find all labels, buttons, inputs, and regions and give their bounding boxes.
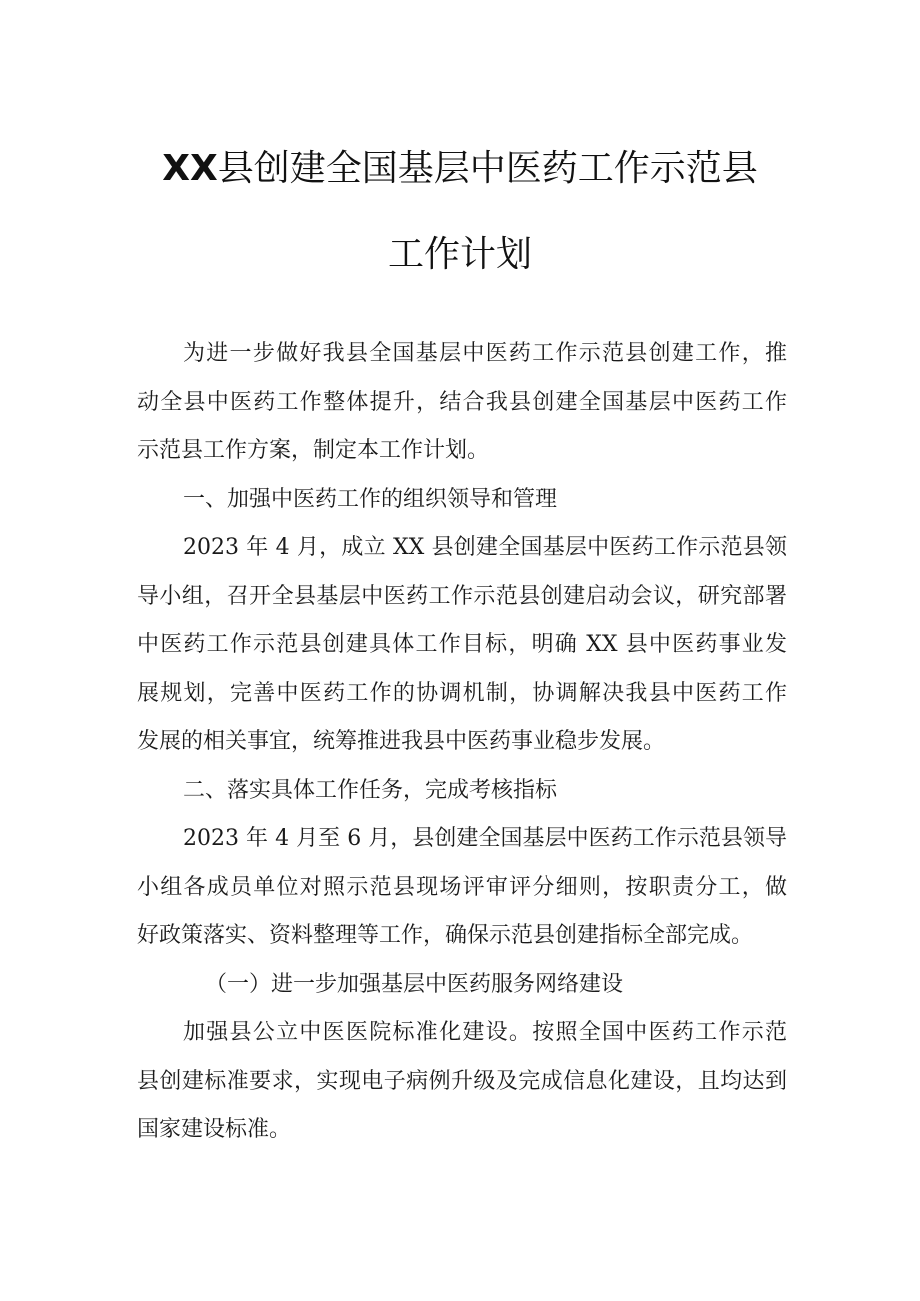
subsection1-line: 加强县公立中医医院标准化建设。按照全国中医药工作示范 (183, 1020, 787, 1045)
subsection1-heading: （一）进一步加强基层中医药服务网络建设 (205, 971, 624, 997)
intro-line: 示范县工作方案，制定本工作计划。 (137, 438, 490, 463)
subsection1-line: 国家建设标准。 (137, 1117, 292, 1142)
section1-line: 2023 年 4 月，成立 XX 县创建全国基层中医药工作示范县领 (183, 535, 787, 560)
document-title-line1 (0, 140, 920, 191)
intro-line: 为进一步做好我县全国基层中医药工作示范县创建工作，推 (183, 341, 787, 366)
section2-line: 小组各成员单位对照示范县现场评审评分细则，按职责分工，做 (137, 874, 787, 900)
section1-paragraph (137, 524, 787, 767)
subsection1-line: 县创建标准要求，实现电子病例升级及完成信息化建设，且均达到 (137, 1068, 787, 1094)
title-line1-rest: 县创建全国基层中医药工作示范县 (217, 148, 758, 189)
subsection1-paragraph (137, 1009, 787, 1155)
title-county-placeholder: XX (162, 148, 218, 189)
document-body (137, 330, 787, 1155)
document-title-line2: 工作计划 (387, 234, 532, 275)
section1-line: 展规划，完善中医药工作的协调机制，协调解决我县中医药工作 (137, 680, 787, 706)
section2-line: 2023 年 4 月至 6 月，县创建全国基层中医药工作示范县领导 (183, 826, 787, 851)
section2-paragraph (137, 815, 787, 961)
intro-paragraph (137, 330, 787, 476)
section1-line: 中医药工作示范县创建具体工作目标，明确 XX 县中医药事业发 (137, 632, 787, 657)
intro-line: 动全县中医药工作整体提升，结合我县创建全国基层中医药工作 (137, 389, 787, 415)
section1-heading: 一、加强中医药工作的组织领导和管理 (183, 486, 558, 512)
section2-heading: 二、落实具体工作任务，完成考核指标 (183, 777, 558, 803)
section2-line: 好政策落实、资料整理等工作，确保示范县创建指标全部完成。 (137, 923, 754, 948)
section1-line: 发展的相关事宜，统筹推进我县中医药事业稳步发展。 (137, 729, 666, 754)
section1-line: 导小组，召开全县基层中医药工作示范县创建启动会议，研究部署 (137, 583, 787, 609)
